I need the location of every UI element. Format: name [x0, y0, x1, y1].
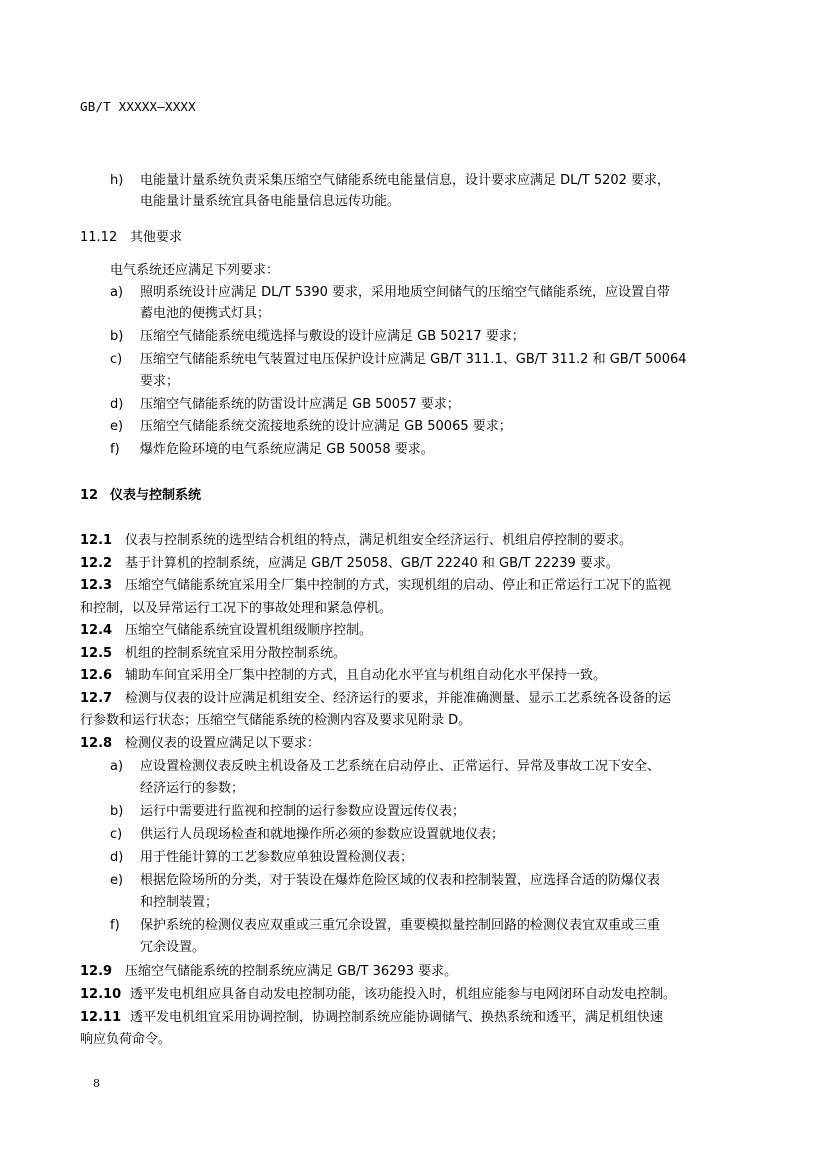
- list-marker: d): [110, 397, 124, 412]
- list-item-text: 运行中需要进行监视和控制的运行参数应设置远传仪表；: [140, 804, 466, 819]
- clause-text: 检测仪表的设置应满足以下要求：: [125, 736, 321, 751]
- list-marker: b): [110, 804, 124, 819]
- clause-number: 12.5: [80, 646, 113, 661]
- clause-text: 压缩空气储能系统宜设置机组级顺序控制。: [125, 623, 373, 638]
- list-marker: e): [110, 419, 124, 434]
- chapter-number: 12: [80, 488, 99, 503]
- clause-number: 12.1: [80, 533, 113, 548]
- list-item-text: 和控制装置；: [140, 895, 219, 910]
- list-item-text: 压缩空气储能系统电气装置过电压保护设计应满足 GB/T 311.1、GB/T 311.2 和 GB/T 50064: [140, 352, 687, 367]
- list-marker: f): [110, 918, 120, 933]
- list-item-text: 蓄电池的便携式灯具；: [140, 306, 271, 321]
- clause-number: 12.2: [80, 556, 113, 571]
- section-number: 11.12: [80, 230, 118, 245]
- clause-number: 12.10: [80, 987, 122, 1002]
- list-item-text: 经济运行的参数；: [140, 781, 245, 796]
- clause-text: 基于计算机的控制系统，应满足 GB/T 25058、GB/T 22240 和 GB/T 22239 要求。: [125, 556, 619, 571]
- list-item-text: 应设置检测仪表反映主机设备及工艺系统在启动停止、正常运行、异常及事故工况下安全、: [140, 759, 661, 774]
- list-item-text: 爆炸危险环境的电气系统应满足 GB 50058 要求。: [140, 442, 434, 457]
- list-marker: c): [110, 827, 123, 842]
- clause-number: 12.3: [80, 578, 113, 593]
- clause-text: 透平发电机组应具备自动发电控制功能，该功能投入时，机组应能参与电网闭环自动发电控制。: [130, 987, 677, 1002]
- list-marker: f): [110, 442, 120, 457]
- clause-number: 12.9: [80, 964, 113, 979]
- list-item-text: 要求；: [140, 374, 180, 389]
- list-marker: e): [110, 873, 124, 888]
- list-item-text: 保护系统的检测仪表应双重或三重冗余设置，重要模拟量控制回路的检测仪表宜双重或三重: [140, 918, 661, 933]
- clause-number: 12.11: [80, 1010, 122, 1025]
- clause-text: 压缩空气储能系统宜采用全厂集中控制的方式，实现机组的启动、停止和正常运行工况下的监视: [125, 578, 672, 593]
- list-item-text: 压缩空气储能系统的防雷设计应满足 GB 50057 要求；: [140, 397, 460, 412]
- clause-text: 响应负荷命令。: [80, 1032, 172, 1047]
- list-item-text: 冗余设置。: [140, 940, 206, 955]
- clause-text: 检测与仪表的设计应满足机组安全、经济运行的要求，并能准确测量、显示工艺系统各设备的运: [125, 691, 672, 706]
- clause-text: 和控制，以及异常运行工况下的事故处理和紧急停机。: [80, 601, 393, 616]
- list-item-text: 用于性能计算的工艺参数应单独设置检测仪表；: [140, 850, 414, 865]
- list-item-text: 供运行人员现场检查和就地操作所必须的参数应设置就地仪表；: [140, 827, 505, 842]
- clause-text: 辅助车间宜采用全厂集中控制的方式，且自动化水平宜与机组自动化水平保持一致。: [125, 668, 607, 683]
- clause-number: 12.7: [80, 691, 113, 706]
- list-item-text: 压缩空气储能系统电缆选择与敷设的设计应满足 GB 50217 要求；: [140, 329, 525, 344]
- standard-code-header: GB/T XXXXX—XXXX: [80, 99, 196, 114]
- list-marker: a): [110, 759, 124, 774]
- clause-number: 12.8: [80, 736, 113, 751]
- list-item-text: 根据危险场所的分类，对于装设在爆炸危险区域的仪表和控制装置，应选择合适的防爆仪表: [140, 873, 661, 888]
- chapter-title: 仪表与控制系统: [110, 488, 202, 503]
- list-item-text: 压缩空气储能系统交流接地系统的设计应满足 GB 50065 要求；: [140, 419, 512, 434]
- list-item-text: 电能量计量系统负责采集压缩空气储能系统电能量信息，设计要求应满足 DL/T 5202 要求，: [140, 173, 671, 188]
- clause-text: 透平发电机组宜采用协调控制，协调控制系统应能协调储气、换热系统和透平，满足机组快速: [130, 1010, 664, 1025]
- section-intro: 电气系统还应满足下列要求：: [110, 263, 280, 278]
- clause-number: 12.6: [80, 668, 113, 683]
- clause-text: 仪表与控制系统的选型结合机组的特点，满足机组安全经济运行、机组启停控制的要求。: [125, 533, 633, 548]
- list-item-text: 照明系统设计应满足 DL/T 5390 要求，采用地质空间储气的压缩空气储能系统，应设置自带: [140, 285, 671, 300]
- clause-number: 12.4: [80, 623, 113, 638]
- list-marker: c): [110, 352, 123, 367]
- list-marker: d): [110, 850, 124, 865]
- clause-text: 机组的控制系统宜采用分散控制系统。: [125, 646, 347, 661]
- list-item-text: 电能量计量系统宜具备电能量信息远传功能。: [140, 194, 401, 209]
- page-number: 8: [93, 1077, 100, 1090]
- list-marker: b): [110, 329, 124, 344]
- clause-text: 压缩空气储能系统的控制系统应满足 GB/T 36293 要求。: [125, 964, 458, 979]
- section-title: 其他要求: [130, 230, 183, 245]
- list-marker: a): [110, 285, 124, 300]
- list-marker: h): [110, 173, 124, 188]
- clause-text: 行参数和运行状态；压缩空气储能系统的检测内容及要求见附录 D。: [80, 713, 472, 728]
